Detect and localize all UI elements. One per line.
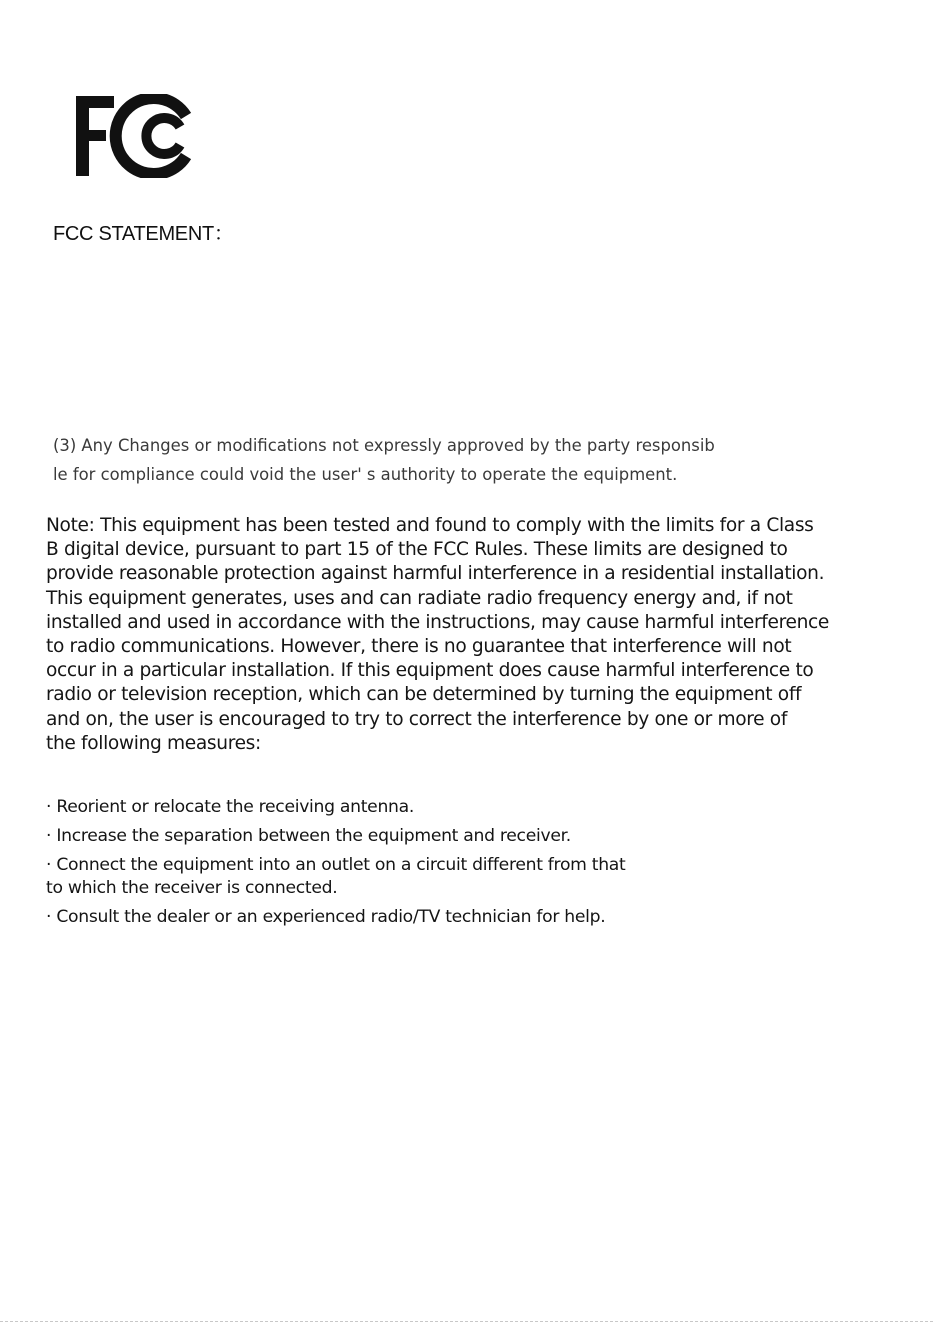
- statement-heading: FCC STATEMENT：: [53, 223, 234, 245]
- clause-line: le for compliance could void the user' s authority to operate the equipment.: [53, 465, 678, 484]
- note-line: the following measures:: [46, 732, 261, 754]
- measure-text: · Connect the equipment into an outlet on a circuit different from that: [46, 855, 626, 875]
- note-line: radio or television reception, which can be determined by turning the equipment off: [46, 684, 802, 706]
- note-line: occur in a particular installation. If this equipment does cause harmful interference to: [46, 660, 814, 682]
- measure-item-reorient: [46, 796, 806, 819]
- fcc-logo-f-top: [76, 96, 114, 108]
- measure-item-consult: [46, 906, 806, 929]
- note-line: Note: This equipment has been tested and found to comply with the limits for a Class: [46, 515, 814, 536]
- fcc-logo-f-mid: [76, 130, 106, 141]
- fcc-logo-inner-c: [146, 118, 180, 154]
- measure-text-continued: to which the receiver is connected.: [46, 878, 338, 898]
- clause-line: (3) Any Changes or modifications not expressly approved by the party responsib: [53, 436, 715, 455]
- note-paragraph: [46, 514, 916, 756]
- note-line: provide reasonable protection against harmful interference in a residential installation.: [46, 563, 825, 585]
- note-line: B digital device, pursuant to part 15 of the FCC Rules. These limits are designed to: [46, 539, 788, 561]
- measure-item-separation: [46, 825, 806, 848]
- note-line: and on, the user is encouraged to try to correct the interference by one or more of: [46, 708, 788, 730]
- bottom-divider: [0, 1321, 933, 1322]
- measures-list: [46, 796, 806, 935]
- note-line: to radio communications. However, there is no guarantee that interference will not: [46, 636, 792, 658]
- measure-text: · Reorient or relocate the receiving antenna.: [46, 797, 415, 817]
- note-line: This equipment generates, uses and can radiate radio frequency energy and, if not: [46, 587, 793, 609]
- measure-item-outlet: [46, 854, 806, 900]
- measure-text: · Consult the dealer or an experienced radio/TV technician for help.: [46, 907, 606, 927]
- fcc-logo: [76, 94, 196, 178]
- clause-3-paragraph: [53, 431, 813, 489]
- measure-text: · Increase the separation between the equipment and receiver.: [46, 826, 571, 846]
- note-line: installed and used in accordance with the instructions, may cause harmful interference: [46, 611, 829, 633]
